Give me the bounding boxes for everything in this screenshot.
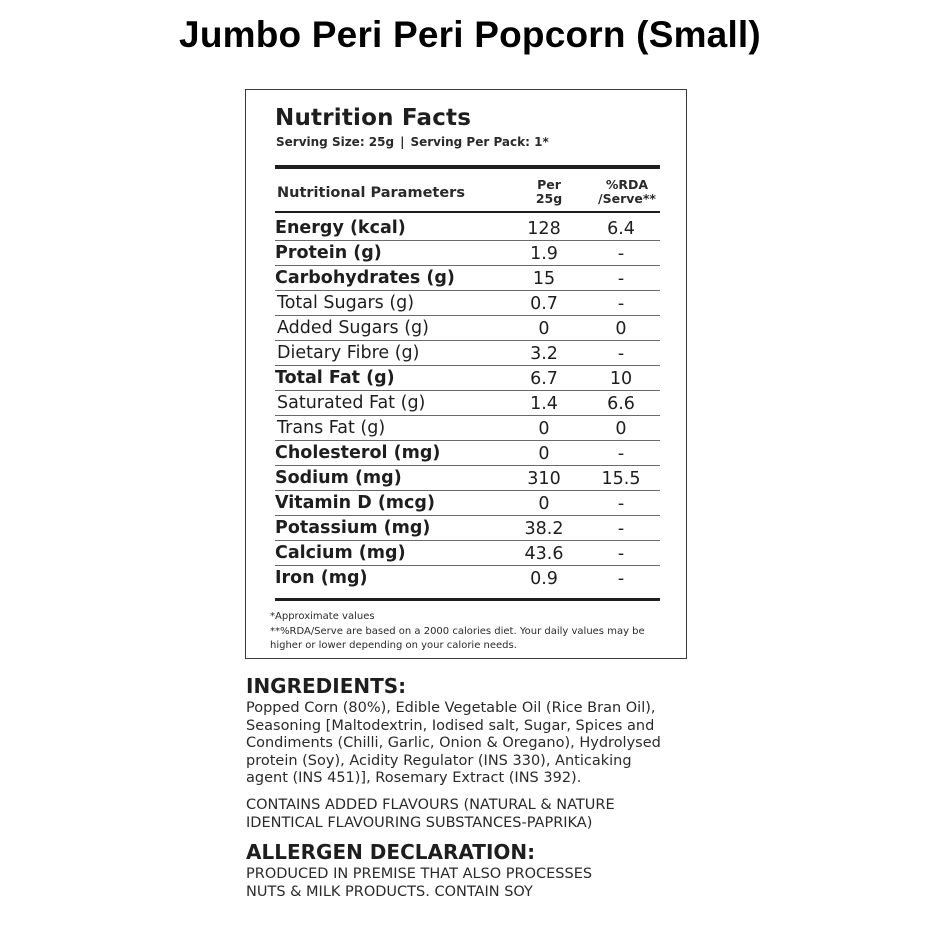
nutrient-rda: - (617, 569, 625, 589)
ingredients-heading: INGREDIENTS: (246, 674, 407, 698)
nutrient-row-saturated-fat (275, 391, 660, 416)
nutrient-name: Iron (mg) (275, 568, 368, 588)
nutrient-name: Energy (kcal) (275, 218, 406, 238)
nutrient-row-cholesterol (275, 441, 660, 466)
column-header-rda-line1: %RDA (605, 177, 649, 192)
nutrient-per-25g: 0 (538, 444, 550, 464)
nutrient-row-trans-fat (275, 416, 660, 441)
serving-info (276, 135, 549, 149)
nutrient-rda: 6.6 (607, 394, 635, 414)
nutrient-name: Added Sugars (g) (277, 318, 429, 338)
column-header-per-line1: Per (537, 177, 561, 192)
serving-separator: | (400, 135, 405, 149)
nutrient-rda: 10 (609, 369, 633, 389)
allergen-line: PRODUCED IN PREMISE THAT ALSO PROCESSES (246, 866, 593, 882)
flavours-line: IDENTICAL FLAVOURING SUBSTANCES-PAPRIKA) (246, 814, 593, 831)
nutrient-per-25g: 15 (532, 269, 556, 289)
nutrient-per-25g: 3.2 (530, 344, 558, 364)
allergen-heading: ALLERGEN DECLARATION: (246, 840, 536, 864)
nutrient-row-potassium (275, 516, 660, 541)
ingredients-line: Condiments (Chilli, Garlic, Onion & Oregano), Hydrolysed (246, 735, 661, 751)
nutrient-per-25g: 1.4 (530, 394, 558, 414)
nutrient-row-carbohydrates (275, 266, 660, 291)
ingredients-line: agent (INS 451)], Rosemary Extract (INS 392). (246, 770, 582, 786)
nutrient-rda: - (617, 269, 625, 289)
nutrient-rda: 15.5 (601, 469, 641, 489)
allergen-text (246, 866, 716, 901)
nutrient-row-calcium (275, 541, 660, 566)
nutrient-name: Carbohydrates (g) (275, 268, 455, 288)
nutrient-per-25g: 0 (538, 419, 550, 439)
serving-per-pack: Serving Per Pack: 1* (410, 135, 549, 149)
nutrient-rda: - (617, 244, 625, 264)
ingredients-text (246, 700, 716, 788)
nutrient-name: Calcium (mg) (275, 543, 406, 563)
column-header-parameters: Nutritional Parameters (277, 185, 465, 201)
nutrient-rda: 0 (615, 419, 627, 439)
footnote-approximate: *Approximate values (270, 611, 375, 622)
nutrient-rda: 0 (615, 319, 627, 339)
nutrient-name: Trans Fat (g) (277, 418, 386, 438)
nutrient-per-25g: 0.7 (530, 294, 558, 314)
footnote-rda: **%RDA/Serve are based on a 2000 calories diet. Your daily values may be higher or lower depending on your calorie needs. (270, 626, 645, 651)
nutrition-facts-heading: Nutrition Facts (275, 105, 472, 131)
nutrient-name: Total Fat (g) (275, 368, 395, 388)
nutrient-row-vitamin-d (275, 491, 660, 516)
nutrient-row-sodium (275, 466, 660, 491)
nutrient-row-total-fat (275, 366, 660, 391)
nutrient-rda: 6.4 (607, 219, 635, 239)
flavours-line: CONTAINS ADDED FLAVOURS (NATURAL & NATURE (246, 797, 615, 813)
nutrient-row-iron (275, 566, 660, 591)
nutrient-name: Potassium (mg) (275, 518, 431, 538)
nutrient-row-energy (275, 216, 660, 241)
nutrient-per-25g: 1.9 (530, 244, 558, 264)
table-bottom-rule (275, 598, 660, 601)
ingredients-line: Popped Corn (80%), Edible Vegetable Oil (Rice Bran Oil), (246, 700, 656, 716)
nutrient-name: Sodium (mg) (275, 468, 402, 488)
nutrient-rda: - (617, 544, 625, 564)
header-top-rule (275, 165, 660, 169)
nutrient-row-dietary-fibre (275, 341, 660, 366)
nutrient-per-25g: 38.2 (524, 519, 564, 539)
nutrient-per-25g: 0 (538, 319, 550, 339)
nutrient-rda: - (617, 444, 625, 464)
serving-size: Serving Size: 25g (276, 135, 395, 149)
nutrient-per-25g: 6.7 (530, 369, 558, 389)
nutrient-per-25g: 0.9 (530, 569, 558, 589)
allergen-line: NUTS & MILK PRODUCTS. CONTAIN SOY (246, 883, 533, 900)
nutrient-name: Total Sugars (g) (277, 293, 415, 313)
nutrient-per-25g: 43.6 (524, 544, 564, 564)
nutrient-name: Vitamin D (mcg) (275, 493, 435, 513)
column-header-rda-line2: /Serve** (598, 191, 656, 206)
nutrient-name: Cholesterol (mg) (275, 443, 441, 463)
nutrient-rda: - (617, 494, 625, 514)
ingredients-line: Seasoning [Maltodextrin, Iodised salt, Sugar, Spices and (246, 717, 655, 734)
nutrient-per-25g: 310 (527, 469, 561, 489)
nutrient-rda: - (617, 344, 625, 364)
nutrition-facts-panel (245, 89, 687, 659)
column-header-rda (589, 178, 665, 206)
nutrient-rda: - (617, 519, 625, 539)
nutrient-name: Protein (g) (275, 243, 382, 263)
nutrient-rda: - (617, 294, 625, 314)
nutrient-per-25g: 128 (527, 219, 561, 239)
nutrient-row-added-sugars (275, 316, 660, 341)
column-header-per-line2: 25g (535, 191, 563, 206)
flavours-text (246, 797, 716, 832)
product-title: Jumbo Peri Peri Popcorn (Small) (179, 14, 761, 55)
header-bottom-rule (275, 211, 660, 213)
nutrient-name: Dietary Fibre (g) (277, 343, 420, 363)
nutrient-row-protein (275, 241, 660, 266)
nutrient-row-total-sugars (275, 291, 660, 316)
ingredients-line: protein (Soy), Acidity Regulator (INS 330), Anticaking (246, 752, 632, 769)
column-header-per (527, 178, 571, 206)
nutrient-per-25g: 0 (538, 494, 550, 514)
nutrient-name: Saturated Fat (g) (277, 393, 426, 413)
